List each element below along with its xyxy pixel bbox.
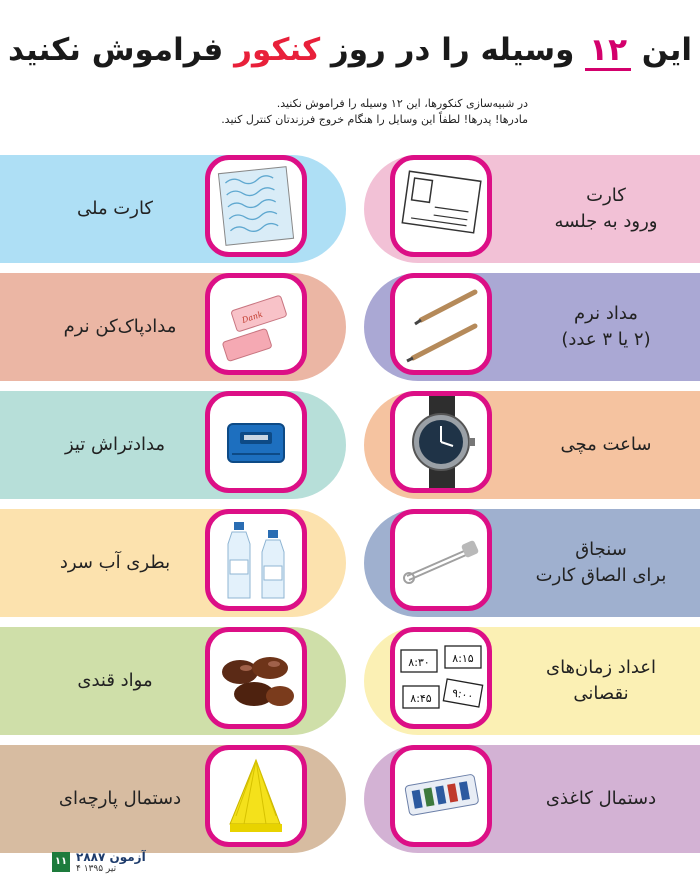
watch-icon	[390, 391, 492, 493]
intro-line: در شبیه‌سازی کنکورها، این ۱۲ وسیله را فراموش نکنید.	[276, 97, 528, 110]
time-card: ۸:۳۰	[408, 656, 430, 669]
title-highlight: کنکور	[234, 32, 321, 68]
svg-text:Dank: Dank	[240, 309, 264, 325]
page-number: ۱۱	[52, 852, 70, 872]
safety-pin-icon	[390, 509, 492, 611]
item-label-watch: ساعت مچی	[560, 434, 652, 455]
page-title	[0, 22, 700, 78]
time-card: ۸:۱۵	[452, 652, 474, 665]
item-label-eraser: مدادپاک‌کن نرم	[63, 316, 177, 337]
item-label-cloth-napkin: دستمال پارچه‌ای	[58, 788, 182, 809]
title-number: ۱۲	[585, 32, 631, 71]
time-card: ۹:۰۰	[451, 686, 475, 703]
title-part: وسیله را در روز	[330, 32, 575, 68]
publication-date: ۴ تیر ۱۳۹۵	[76, 864, 117, 874]
pencils-icon	[390, 273, 492, 375]
item-label-safety-pin: سنجاق برای الصاق کارت	[535, 539, 667, 586]
intro-text	[108, 96, 528, 128]
national-card-icon	[205, 155, 307, 257]
item-label-pencils: مداد نرم (۲ یا ۳ عدد)	[561, 303, 651, 350]
eraser-icon	[205, 273, 307, 375]
time-cards-icon	[390, 627, 492, 729]
item-label-dates: مواد قندی	[77, 670, 153, 691]
entrance-card-icon	[390, 155, 492, 257]
intro-line: مادرها! پدرها! لطفاً این وسایل را هنگام خروج فرزندتان کنترل کنید.	[221, 113, 528, 126]
item-label-national-card: کارت ملی	[76, 198, 154, 219]
item-label-time-cards: اعداد زمان‌های نقصانی	[545, 657, 657, 704]
item-label-tissue-pack: دستمال کاغذی	[545, 788, 657, 809]
time-card: ۸:۴۵	[410, 692, 432, 705]
tissue-pack-icon	[390, 745, 492, 847]
item-label-entrance-card: کارت ورود به جلسه	[554, 185, 658, 232]
sharpener-icon	[205, 391, 307, 493]
title-part: این	[641, 32, 692, 68]
publication-name: آزمون ۲۸۸۷	[76, 850, 146, 864]
title-part: فراموش نکنید	[8, 32, 224, 68]
cloth-napkin-icon	[205, 745, 307, 847]
item-label-sharpener: مدادتراش تیز	[64, 434, 166, 455]
water-bottles-icon	[205, 509, 307, 611]
item-label-water-bottles: بطری آب سرد	[59, 552, 171, 573]
dates-icon	[205, 627, 307, 729]
